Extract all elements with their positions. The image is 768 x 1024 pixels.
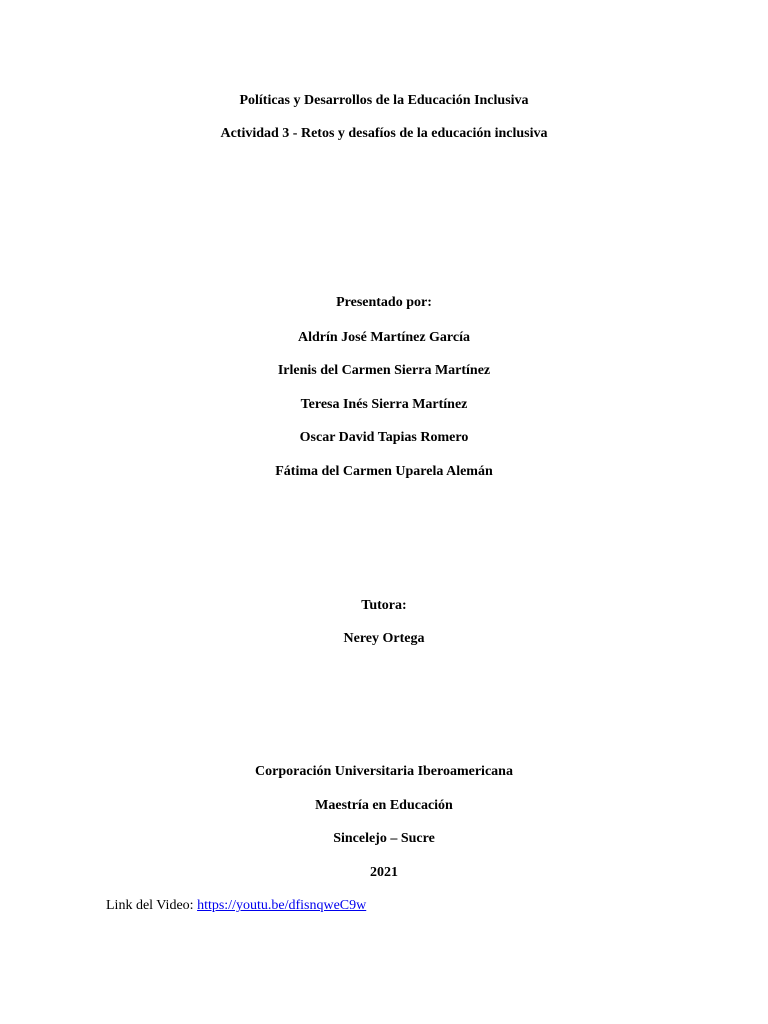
location: Sincelejo – Sucre (333, 831, 435, 846)
activity-title: Actividad 3 - Retos y desafíos de la educación inclusiva (220, 126, 548, 141)
presented-by-heading: Presentado por: (336, 295, 432, 310)
video-link[interactable]: https://youtu.be/dfisnqweC9w (197, 898, 367, 913)
presenter-name: Teresa Inés Sierra Martínez (300, 397, 468, 412)
tutor-name: Nerey Ortega (343, 631, 425, 646)
university-name: Corporación Universitaria Iberoamericana (255, 764, 513, 779)
presenter-name: Fátima del Carmen Uparela Alemán (275, 464, 493, 479)
course-title: Políticas y Desarrollos de la Educación Inclusiva (239, 93, 529, 108)
presenter-name: Irlenis del Carmen Sierra Martínez (277, 363, 491, 378)
video-link-label: Link del Video: (106, 898, 198, 913)
year: 2021 (370, 865, 398, 880)
presenter-name: Aldrín José Martínez García (298, 330, 470, 345)
presenter-name: Oscar David Tapias Romero (299, 430, 469, 445)
program-name: Maestría en Educación (315, 798, 453, 813)
video-link-line (106, 897, 366, 915)
tutor-heading: Tutora: (361, 598, 407, 613)
